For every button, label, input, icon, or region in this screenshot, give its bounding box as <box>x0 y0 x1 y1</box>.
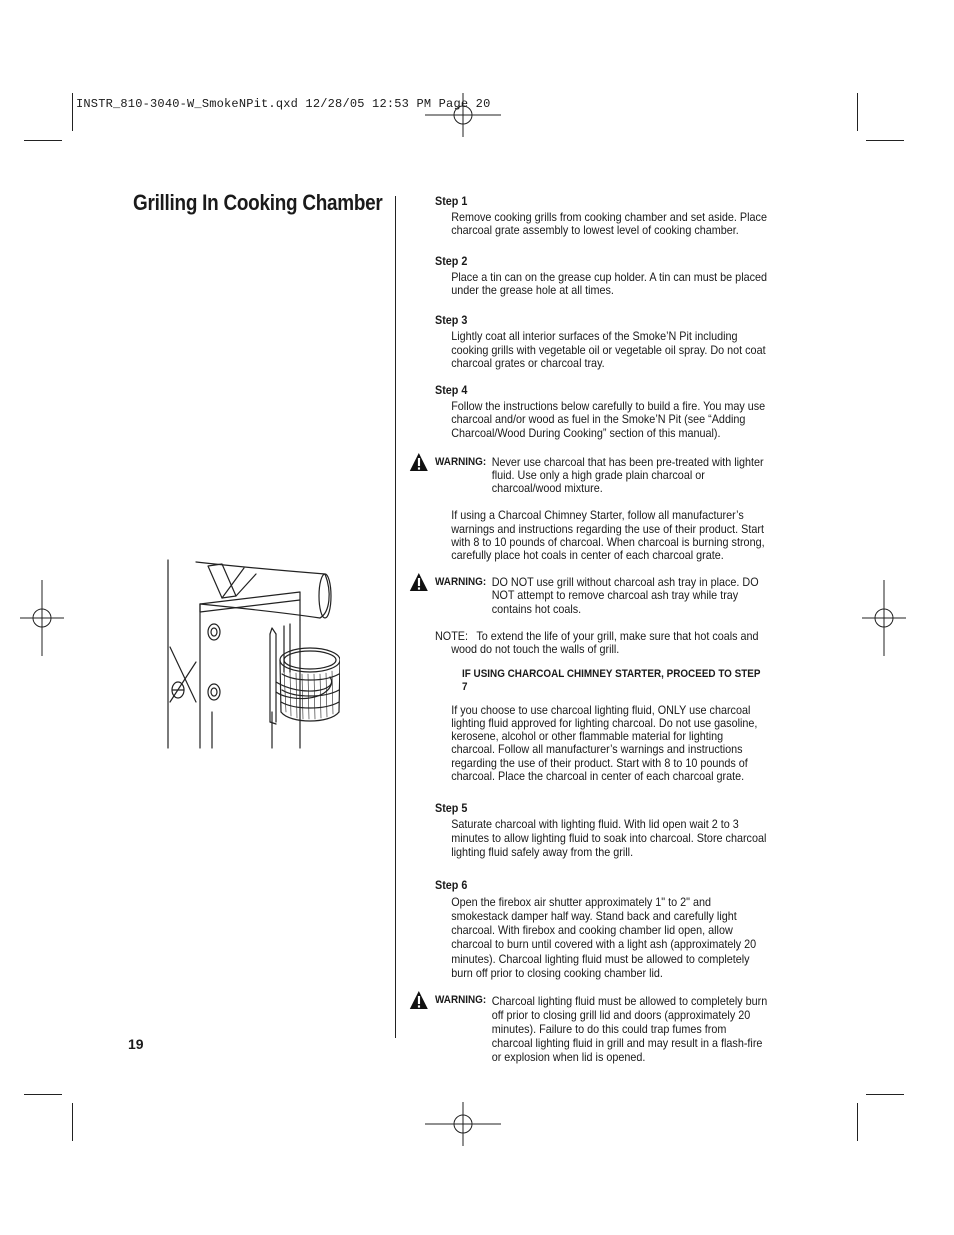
step-text: Saturate charcoal with lighting fluid. With lid open wait 2 to 3 minutes to allow lighting fluid to soak into charcoal. Store charcoal lighting fluid safely away from the grill. <box>451 817 767 859</box>
chimney-starter-paragraph: If using a Charcoal Chimney Starter, follow all manufacturer’s warnings and instructions regarding the use of their product. Start with 8 to 10 pounds of charcoal. When charcoal is burning strong, carefully place hot coals in center of each charcoal grate. <box>451 508 765 563</box>
step-5 <box>435 802 768 860</box>
lighting-fluid-paragraph: If you choose to use charcoal lighting fluid, ONLY use charcoal lighting fluid approved for lighting charcoal. Do not use gasoline, kerosene, alcohol or other flammable material for lighting charcoal. Follow all manufacturer’s warnings and instructions regarding the use of their product. Start with 8 to 10 pounds of charcoal. Place the charcoal in center of each charcoal grate. <box>451 702 758 783</box>
step-text: Follow the instructions below carefully to build a fire. You may use charcoal and/or wood as fuel in the Smoke’N Pit (see “Adding Charcoal/Wood During Cooking” section of this manual). <box>451 399 766 440</box>
step-heading: Step 2 <box>435 253 468 268</box>
step-heading: Step 3 <box>435 313 468 328</box>
step-text: Lightly coat all interior surfaces of the Smoke’N Pit including cooking grills with vegetable oil or vegetable oil spray. Do not coat charcoal grates or charcoal tray. <box>451 329 766 370</box>
page-number: 19 <box>128 1036 144 1052</box>
file-slug: INSTR_810-3040-W_SmokeNPit.qxd 12/28/05 12:53 PM Page 20 <box>76 97 491 111</box>
warning-label: WARNING: <box>435 455 487 468</box>
registration-mark-right <box>862 580 906 656</box>
warning-text: Charcoal lighting fluid must be allowed to completely burn off prior to closing grill lid and doors (approximately 20 minutes). Failure to do this could trap fumes from charcoal lighting fluid in grill and may result in a flash-fire or explosion when lid is opened. <box>491 993 768 1064</box>
warning-triangle-icon <box>409 452 429 472</box>
grease-cup-tin-can-illustration <box>160 552 340 757</box>
registration-mark-bottom <box>425 1102 501 1146</box>
warning-triangle-icon <box>409 572 429 592</box>
warning-text: DO NOT use grill without charcoal ash tray in place. DO NOT attempt to remove charcoal ash tray while tray contains hot coals. <box>491 575 759 616</box>
instructions-column <box>435 195 805 1078</box>
step-4 <box>435 384 768 440</box>
warning-1 <box>435 456 768 496</box>
warning-label: WARNING: <box>435 576 487 589</box>
step-heading: Step 4 <box>435 383 468 398</box>
note-label: NOTE: <box>435 628 469 643</box>
warning-triangle-icon <box>409 990 429 1010</box>
note-line-1: To extend the life of your grill, make sure that hot coals and <box>476 628 759 643</box>
note-line-2: wood do not touch the walls of grill. <box>451 642 620 657</box>
step-text: Place a tin can on the grease cup holder. A tin can must be placed under the grease hole at all times. <box>451 269 768 298</box>
step-1 <box>435 195 768 238</box>
step-heading: Step 6 <box>435 877 468 892</box>
column-divider <box>395 196 396 1038</box>
step-6 <box>435 879 768 980</box>
proceed-heading: IF USING CHARCOAL CHIMNEY STARTER, PROCEED TO STEP 7 <box>462 668 761 694</box>
warning-text: Never use charcoal that has been pre-treated with lighter fluid. Use only a high grade plain charcoal or charcoal/wood mixture. <box>491 454 764 496</box>
page-title: Grilling In Cooking Chamber <box>133 190 383 215</box>
warning-label: WARNING: <box>435 993 487 1006</box>
warning-2 <box>435 576 768 616</box>
registration-mark-left <box>20 580 64 656</box>
step-heading: Step 1 <box>435 194 468 208</box>
step-heading: Step 5 <box>435 800 468 815</box>
step-3 <box>435 314 768 370</box>
step-text: Open the firebox air shutter approximately 1" to 2" and smokestack damper half way. Stand back and carefully light charcoal. With firebox and cooking chamber lid open, allow charcoal to burn until covered with a light ash (approximately 20 minutes). Charcoal lighting fluid must be allowed to completely burn off prior to closing cooking chamber lid. <box>451 894 757 980</box>
note <box>435 630 768 656</box>
step-text: Remove cooking grills from cooking chamber and set aside. Place charcoal grate assembly to lowest level of cooking chamber. <box>451 210 767 238</box>
warning-3 <box>435 994 768 1064</box>
step-2 <box>435 255 768 298</box>
